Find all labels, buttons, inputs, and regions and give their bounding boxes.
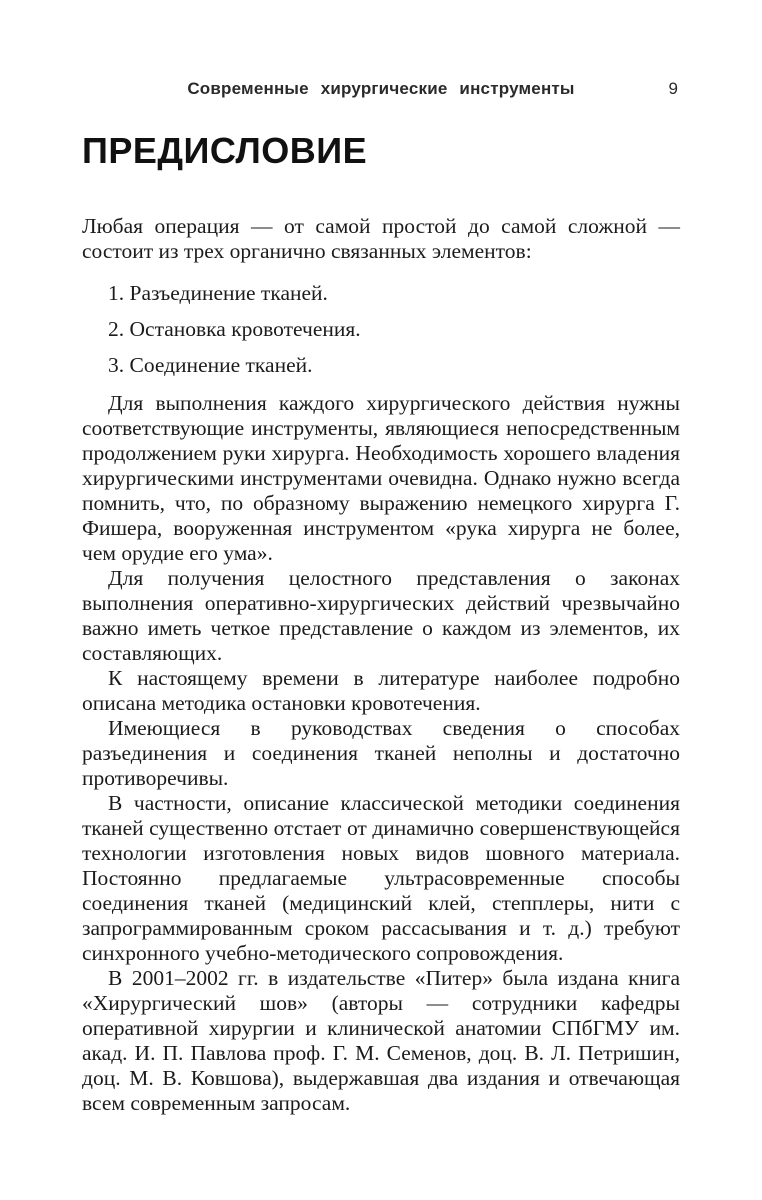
- list-item-1: 1. Разъединение тканей.: [108, 281, 328, 305]
- paragraph-book-history: В 2001–2002 гг. в издательстве «Питер» была издана книга «Хирургический шов» (авторы — сотрудники кафедры оперативной хирургии и клинической анатомии СПбГМУ им. акад. И. П. Павлова проф. Г. М. Семенов, доц. В. Л. Петришин, доц. М. В. Ковшова), выдержавшая два издания и отвечающая всем современным запросам.: [82, 966, 680, 1115]
- body-text: [82, 214, 680, 1116]
- list-item-2: 2. Остановка кровотечения.: [108, 317, 361, 341]
- page-number: 9: [668, 79, 678, 98]
- paragraph-methodology: В частности, описание классической методики соединения тканей существенно отстает от динамично совершенствующейся технологии изготовления новых видов шовного материала. Постоянно предлагаемые ультрасовременные способы соединения тканей (медицинский клей, степплеры, нити с запрограммированным сроком рассасывания и т. д.) требуют синхронного учебно-методического сопровождения.: [82, 791, 680, 965]
- paragraph-instruments: Для выполнения каждого хирургического действия нужны соответствующие инструменты, являющиеся непосредственным продолжением руки хирурга. Необходимость хорошего владения хирургическими инструментами очевидна. Однако нужно всегда помнить, что, по образному выражению немецкого хирурга Г. Фишера, вооруженная инструментом «рука хирурга не более, чем орудие его ума».: [82, 391, 680, 565]
- list-item-3: 3. Соединение тканей.: [108, 353, 313, 377]
- paragraph-literature: К настоящему времени в литературе наиболее подробно описана методика остановки кровотечения.: [82, 666, 680, 715]
- paragraph-manuals: Имеющиеся в руководствах сведения о способах разъединения и соединения тканей неполны и достаточно противоречивы.: [82, 716, 680, 790]
- paragraph-holistic-view: Для получения целостного представления о законах выполнения оперативно-хирургических действий чрезвычайно важно иметь четкое представление о каждом из элементов, их составляющих.: [82, 566, 680, 665]
- numbered-list: [82, 281, 680, 378]
- running-head-title: Современные хирургические инструменты: [187, 79, 575, 98]
- running-head: [82, 79, 680, 99]
- intro-paragraph: Любая операция — от самой простой до самой сложной — состоит из трех органично связанных элементов:: [82, 214, 680, 263]
- chapter-title: ПРЕДИСЛОВИЕ: [82, 130, 368, 171]
